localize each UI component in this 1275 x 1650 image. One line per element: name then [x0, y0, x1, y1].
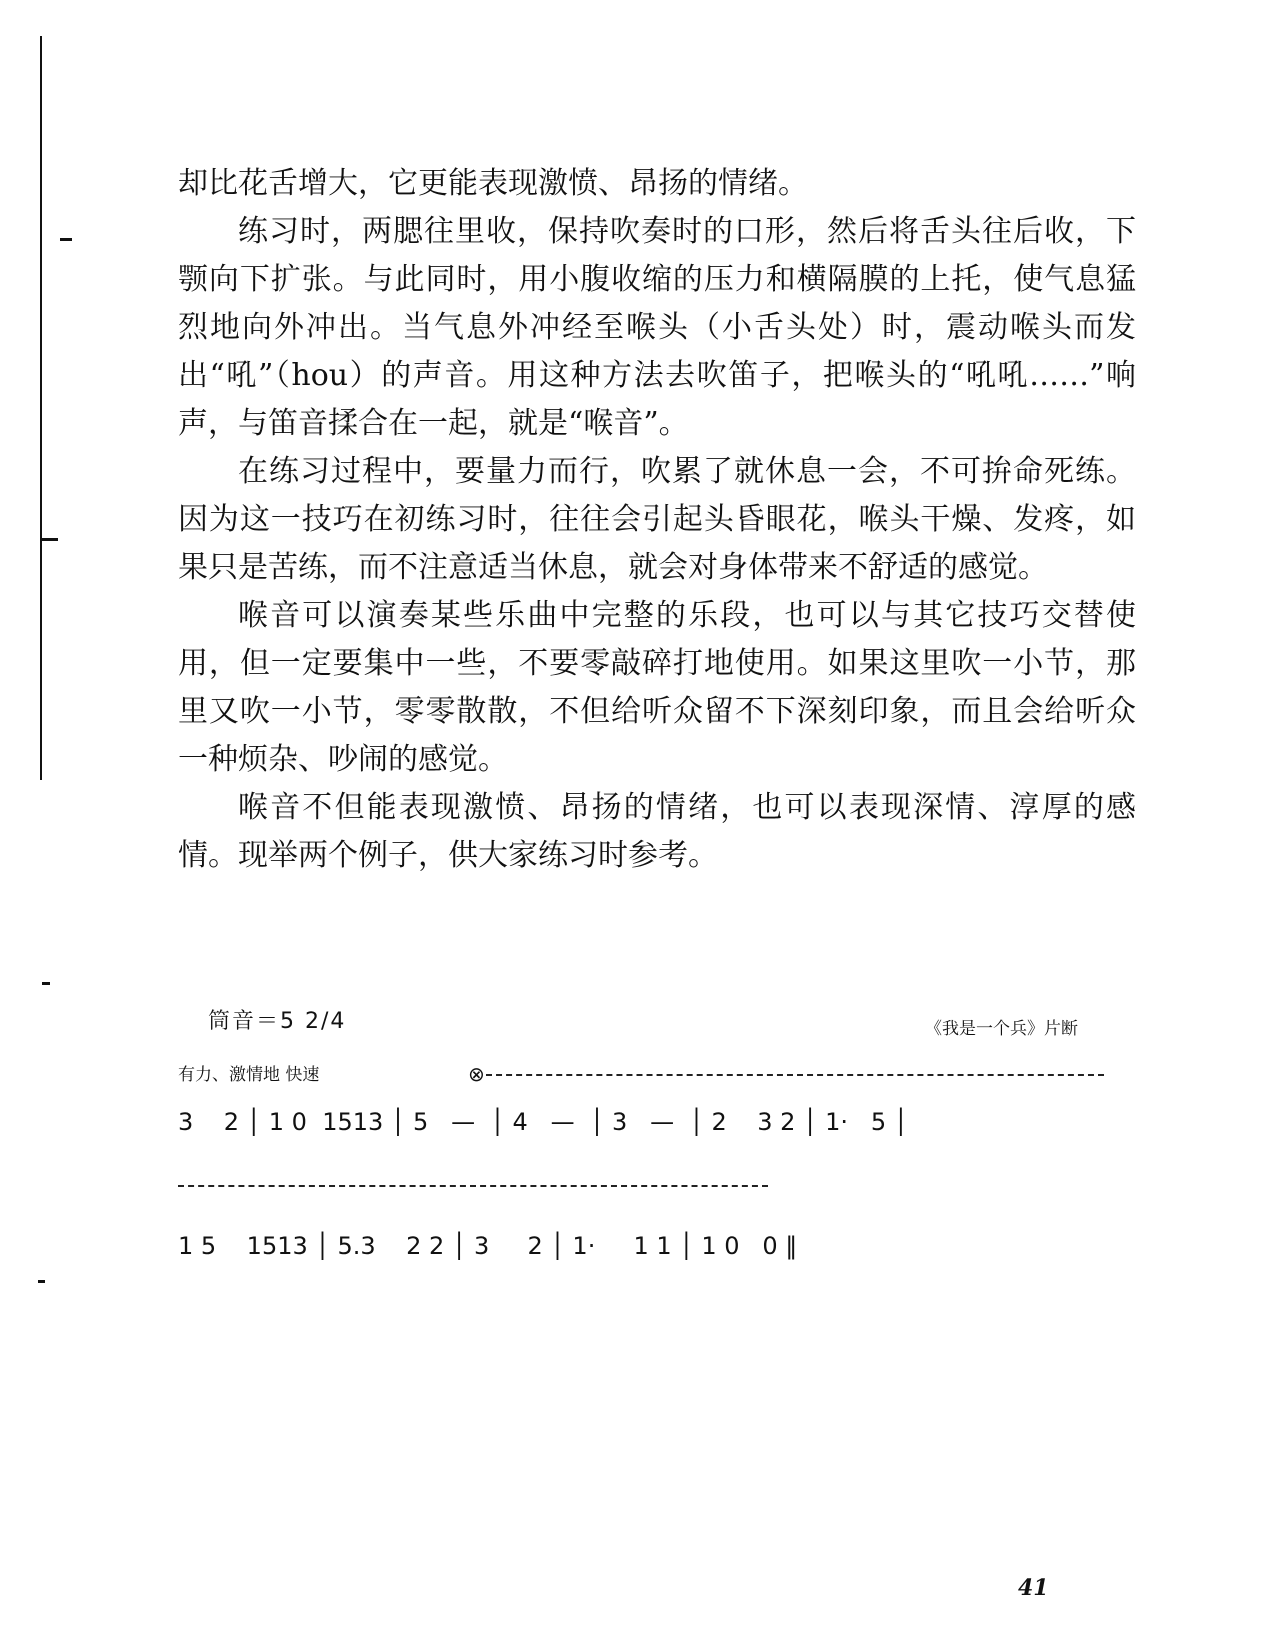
- notation-row: 3 2 │ 1 0 1513 │ 5 — │ 4 — │ 3 — │ 2 3 2 │ 1· 5 │: [178, 1108, 909, 1136]
- margin-mark: [42, 982, 50, 985]
- paragraph: 喉音可以演奏某些乐曲中完整的乐段，也可以与其它技巧交替使用，但一定要集中一些，不要零敲碎打地使用。如果这里吹一小节，那里又吹一小节，零零散散，不但给听众留不下深刻印象，而且会给听众一种烦杂、吵闹的感觉。: [178, 598, 1136, 777]
- body-text: [178, 160, 1136, 880]
- margin-mark: [40, 538, 58, 541]
- page-number: 41: [1018, 1575, 1049, 1601]
- paragraph: 喉音不但能表现激愤、昂扬的情绪，也可以表现深情、淳厚的感情。现举两个例子，供大家练习时参考。: [178, 790, 1136, 873]
- paragraph: 却比花舌增大，它更能表现激愤、昂扬的情绪。: [178, 166, 808, 201]
- key-signature: 筒音＝5 2/4: [208, 1009, 347, 1034]
- score-source: 《我是一个兵》片断: [925, 1019, 1078, 1039]
- margin-rule: [40, 36, 42, 780]
- throat-tone-line: [486, 1074, 1104, 1076]
- margin-mark: [38, 1280, 45, 1283]
- throat-tone-symbol: ⊗: [468, 1062, 485, 1086]
- throat-tone-line: [178, 1185, 768, 1187]
- notation-row: 1 5 1513 │ 5.3 2 2 │ 3 2 │ 1· 1 1 │ 1 0 0 ‖: [178, 1232, 798, 1260]
- paragraph: 练习时，两腮往里收，保持吹奏时的口形，然后将舌头往后收，下颚向下扩张。与此同时，用小腹收缩的压力和横隔膜的上托，使气息猛烈地向外冲出。当气息外冲经至喉头（小舌头处）时，震动喉头而发出“吼”（hou）的声音。用这种方法去吹笛子，把喉头的“吼吼……”响声，与笛音揉合在一起，就是“喉音”。: [178, 214, 1136, 441]
- margin-mark: [60, 238, 72, 241]
- paragraph: 在练习过程中，要量力而行，吹累了就休息一会，不可拚命死练。因为这一技巧在初练习时，往往会引起头昏眼花，喉头干燥、发疼，如果只是苦练，而不注意适当休息，就会对身体带来不舒适的感觉。: [178, 454, 1136, 585]
- tempo-marking: 有力、激情地 快速: [178, 1065, 320, 1085]
